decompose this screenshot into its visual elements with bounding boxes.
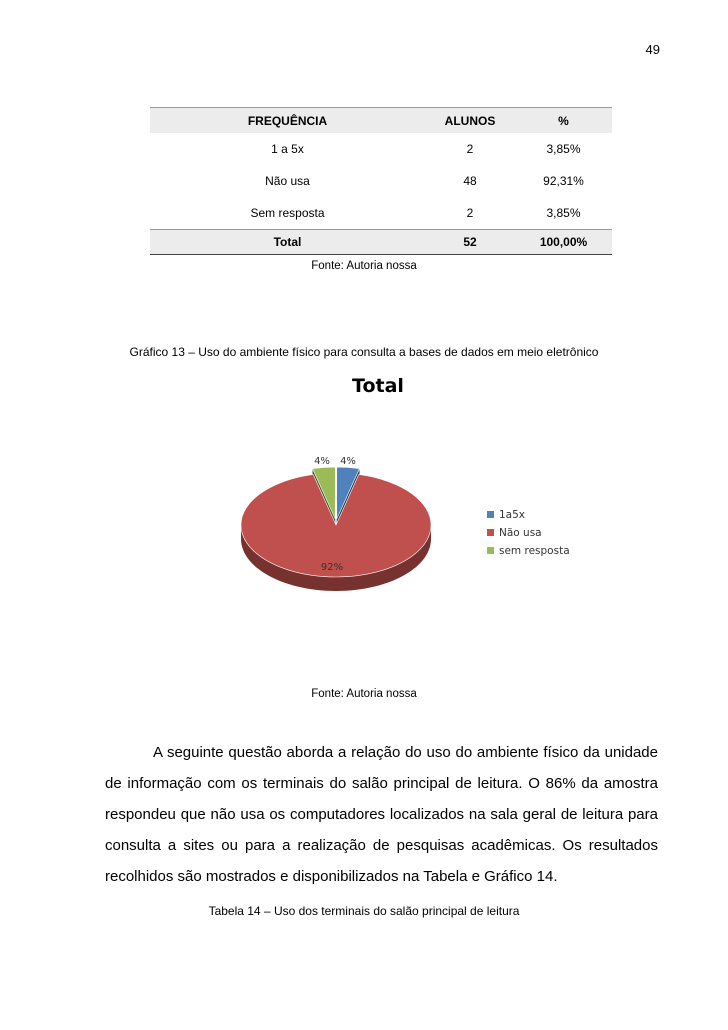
legend-label: sem resposta [499,545,570,557]
legend-label: Não usa [499,527,542,539]
next-table-caption: Tabela 14 – Uso dos terminais do salão principal de leitura [208,904,520,918]
chart-caption: Gráfico 13 – Uso do ambiente físico para consulta a bases de dados em meio eletrônico [129,345,599,359]
table-cell: 92,31% [543,174,584,188]
table-cell: 100,00% [539,235,588,249]
table-cell: Sem resposta [250,206,325,220]
table-bottom-rule [150,254,612,255]
table-cell: Não usa [265,174,310,188]
page-number: 49 [645,42,660,57]
table-cell: 3,85% [546,206,581,220]
table-header-row [150,108,612,133]
pie-data-label: 4% [340,456,356,467]
header-alunos: ALUNOS [444,113,496,128]
table-cell: 3,85% [546,142,581,156]
chart-source: Fonte: Autoria nossa [311,688,417,700]
table-row [150,165,612,197]
table-cell: 1 a 5x [271,142,304,156]
table-cell: Total [273,235,302,249]
table-cell: 52 [463,235,477,249]
legend-swatch [487,529,494,536]
chart-legend [487,509,570,557]
table-total-row [150,229,612,254]
pie-data-label: 92% [320,562,344,573]
header-percent: % [558,113,569,128]
chart-title: Total [352,375,404,397]
body-paragraph: A seguinte questão aborda a relação do uso do ambiente físico da unidade de informação com os terminais do salão principal de leitura. O 86% da amostra respondeu que não usa os computadores localizados na sala geral de leitura para consulta a sites ou para a realização de pesquisas acadêmicas. Os resultados recolhidos são mostrados e disponibilizados na Tabela e Gráfico 14. [105,744,658,885]
frequency-table [150,107,612,255]
table-cell: 48 [463,174,477,188]
legend-label: 1a5x [499,509,526,521]
table-cell: 2 [466,142,474,156]
pie-data-label: 4% [314,456,330,467]
legend-swatch [487,547,494,554]
pie-chart [150,365,610,625]
table-row [150,197,612,229]
table-cell: 2 [466,206,474,220]
table-source: Fonte: Autoria nossa [311,260,417,272]
header-frequencia: FREQUÊNCIA [247,113,328,128]
table-row [150,133,612,165]
legend-swatch [487,511,494,518]
